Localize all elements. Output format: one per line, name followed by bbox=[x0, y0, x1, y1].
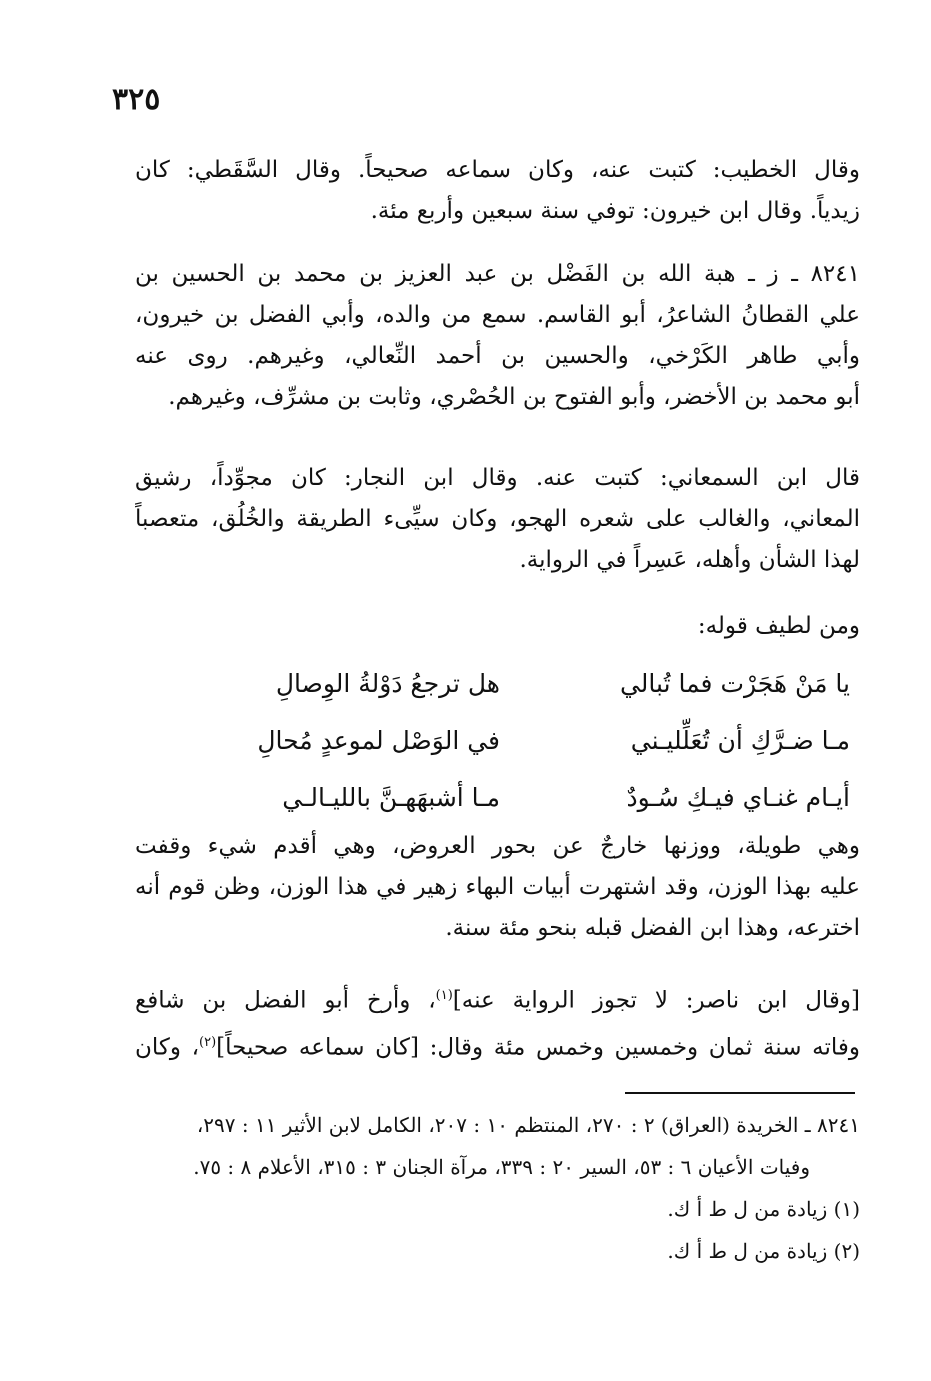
text-line: وقال الخطيب: كتبت عنه، وكان سماعه صحيحاً. وقال السَّقَطي: كان bbox=[135, 157, 860, 183]
text-segment: وفاته سنة ثمان وخمسين وخمس مئة وقال: [كان سماعه صحيحاً] bbox=[216, 1034, 860, 1061]
footnote-sources: ٨٢٤١ ـ الخريدة (العراق) ٢ : ٢٧٠، المنتظم ١٠ : ٢٠٧، الكامل لابن الأثير ١١ : ٢٩٧، bbox=[196, 1113, 860, 1137]
verse-second-half: في الوَصْل لموعدٍ مُحالِ bbox=[257, 726, 500, 755]
paragraph-ibn-nasir bbox=[135, 975, 860, 1068]
paragraph-khatib bbox=[135, 150, 860, 232]
text-line: قال ابن السمعاني: كتبت عنه. وقال ابن النجار: كان مجوِّداً، رشيق bbox=[135, 465, 860, 491]
verse-second-half: مـا أشبهَهـنَّ بالليـالـي bbox=[282, 783, 500, 812]
paragraph-samani bbox=[135, 458, 860, 581]
footnotes bbox=[120, 1104, 860, 1272]
text-segment: ، وأرخ أبو الفضل بن شافع bbox=[135, 987, 436, 1014]
text-line: أبو محمد بن الأخضر، وأبو الفتوح بن الحُصْري، وثابت بن مشرِّف، وغيرهم. bbox=[168, 384, 860, 410]
text-line: المعاني، والغالب على شعره الهجو، وكان سيِّىء الطريقة والخُلُق، متعصباً bbox=[135, 506, 860, 532]
verse-first-half: أيـام غنـاي فيـكِ سُـودٌ bbox=[626, 783, 850, 812]
text-segment: [وقال ابن ناصر: لا تجوز الرواية عنه] bbox=[452, 987, 860, 1014]
footnote-2: (٢) زيادة من ل ط أ ك. bbox=[667, 1239, 860, 1263]
footnote-sources-cont: وفيات الأعيان ٦ : ٥٣، السير ٢٠ : ٣٣٩، مرآة الجنان ٣ : ٣١٥، الأعلام ٨ : ٧٥. bbox=[193, 1155, 810, 1179]
poem-intro bbox=[135, 606, 860, 647]
text-line: عليه بهذا الوزن، وقد اشتهرت أبيات البهاء زهير في هذا الوزن، وظن قوم أنه bbox=[135, 874, 860, 900]
poem-verse bbox=[190, 655, 850, 712]
biography-entry bbox=[135, 254, 860, 418]
verse-first-half: مـا ضـرَّكِ أن تُعَلِّليـني bbox=[630, 726, 850, 755]
text-line: ومن لطيف قوله: bbox=[697, 613, 860, 639]
poem-verse bbox=[190, 712, 850, 769]
paragraph-meter bbox=[135, 826, 860, 949]
text-line: زيدياً. وقال ابن خيرون: توفي سنة سبعين وأربع مئة. bbox=[370, 198, 860, 224]
footnote-ref: (٢) bbox=[199, 1034, 217, 1050]
text-line bbox=[135, 975, 860, 1022]
text-segment: ، وكان bbox=[135, 1034, 199, 1061]
verse-first-half: يا مَنْ هَجَرْت فما تُبالي bbox=[619, 669, 850, 698]
poem-verse bbox=[190, 769, 850, 826]
page-number: ٣٢٥ bbox=[112, 82, 161, 117]
text-line: ٨٢٤١ ـ ز ـ هبة الله بن الفَضْل بن عبد العزيز بن محمد بن الحسين بن bbox=[135, 261, 860, 287]
text-line: وهي طويلة، ووزنها خارجٌ عن بحور العروض، وهي أقدم شيء وقفت bbox=[135, 833, 860, 859]
footnote-divider bbox=[625, 1092, 855, 1094]
text-line: وأبي طاهر الكَرْخي، والحسين بن أحمد النِّعالي، وغيرهم. روى عنه bbox=[135, 343, 860, 369]
text-line: اخترعه، وهذا ابن الفضل قبله بنحو مئة سنة. bbox=[445, 915, 860, 941]
verse-second-half: هل ترجعُ دَوْلةُ الوِصالِ bbox=[275, 669, 500, 698]
poem bbox=[190, 655, 850, 826]
text-line: علي القطانُ الشاعرُ، أبو القاسم. سمع من والده، وأبي الفضل بن خيرون، bbox=[135, 302, 860, 328]
footnote-1: (١) زيادة من ل ط أ ك. bbox=[667, 1197, 860, 1221]
footnote-ref: (١) bbox=[435, 988, 453, 1003]
text-line: لهذا الشأن وأهله، عَسِراً في الرواية. bbox=[519, 547, 860, 573]
text-line bbox=[135, 1022, 860, 1069]
